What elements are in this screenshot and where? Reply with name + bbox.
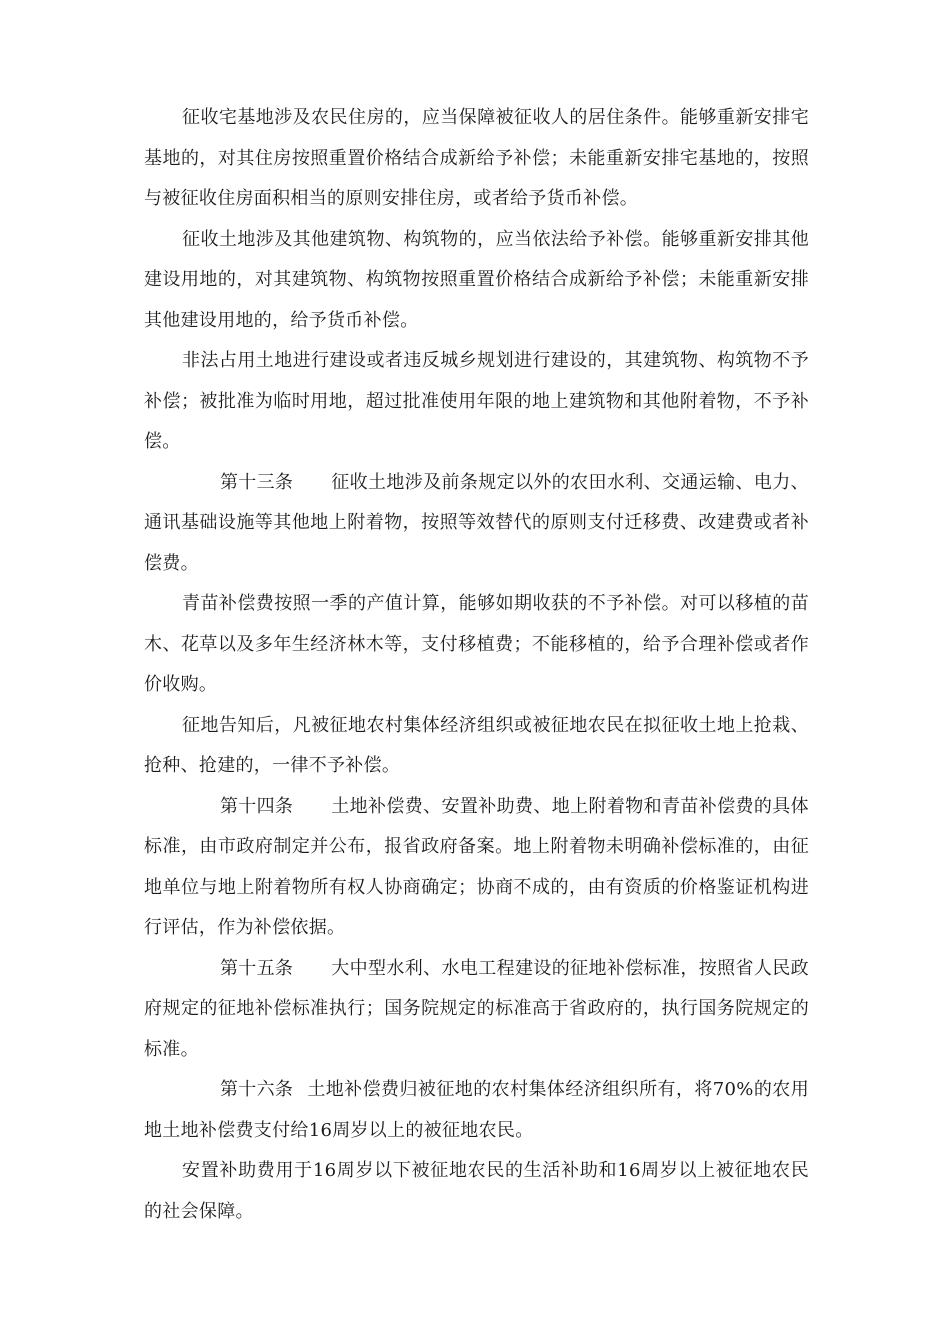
article-number: 第十五条 [220, 957, 294, 979]
article-16-paragraph [144, 1070, 809, 1151]
article-number: 第十六条 [220, 1079, 294, 1100]
paragraph-text: 安置补助费用于16周岁以下被征地农民的生活补助和16周岁以上被征地农民的社会保障。 [144, 1160, 809, 1222]
paragraph [144, 584, 809, 706]
article-number: 第十四条 [220, 795, 294, 817]
paragraph [144, 706, 809, 787]
paragraph [144, 341, 809, 463]
article-13-paragraph [144, 463, 809, 585]
paragraph-text: 土地补偿费、安置补助费、地上附着物和青苗补偿费的具体标准，由市政府制定并公布，报省政府备案。地上附着物未明确补偿标准的，由征地单位与地上附着物所有权人协商确定；协商不成的，由有资质的价格鉴证机构进行评估，作为补偿依据。 [144, 795, 809, 938]
paragraph-text: 征地告知后，凡被征地农村集体经济组织或被征地农民在拟征收土地上抢栽、抢种、抢建的，一律不予补偿。 [144, 714, 809, 776]
paragraph-text: 大中型水利、水电工程建设的征地补偿标准，按照省人民政府规定的征地补偿标准执行；国务院规定的标准高于省政府的，执行国务院规定的标准。 [144, 957, 809, 1060]
article-number: 第十三条 [220, 471, 294, 493]
paragraph-text: 征收宅基地涉及农民住房的，应当保障被征收人的居住条件。能够重新安排宅基地的，对其住房按照重置价格结合成新给予补偿；未能重新安排宅基地的，按照与被征收住房面积相当的原则安排住房，或者给予货币补偿。 [144, 107, 809, 209]
paragraph [144, 1151, 809, 1232]
paragraph-text: 非法占用土地进行建设或者违反城乡规划进行建设的，其建筑物、构筑物不予补偿；被批准为临时用地，超过批准使用年限的地上建筑物和其他附着物，不予补偿。 [144, 350, 809, 452]
paragraph-text: 征收土地涉及其他建筑物、构筑物的，应当依法给予补偿。能够重新安排其他建设用地的，对其建筑物、构筑物按照重置价格结合成新给予补偿；未能重新安排其他建设用地的，给予货币补偿。 [144, 228, 809, 331]
article-14-paragraph [144, 787, 809, 949]
article-15-paragraph [144, 949, 809, 1071]
paragraph-text: 土地补偿费归被征地的农村集体经济组织所有，将70%的农用地土地补偿费支付给16周岁以上的被征地农民。 [144, 1079, 809, 1141]
document-body [144, 98, 809, 1232]
paragraph-text: 青苗补偿费按照一季的产值计算，能够如期收获的不予补偿。对可以移植的苗木、花草以及多年生经济林木等，支付移植费；不能移植的，给予合理补偿或者作价收购。 [144, 593, 809, 695]
paragraph [144, 98, 809, 220]
paragraph-text: 征收土地涉及前条规定以外的农田水利、交通运输、电力、通讯基础设施等其他地上附着物，按照等效替代的原则支付迁移费、改建费或者补偿费。 [144, 471, 809, 574]
paragraph [144, 220, 809, 342]
